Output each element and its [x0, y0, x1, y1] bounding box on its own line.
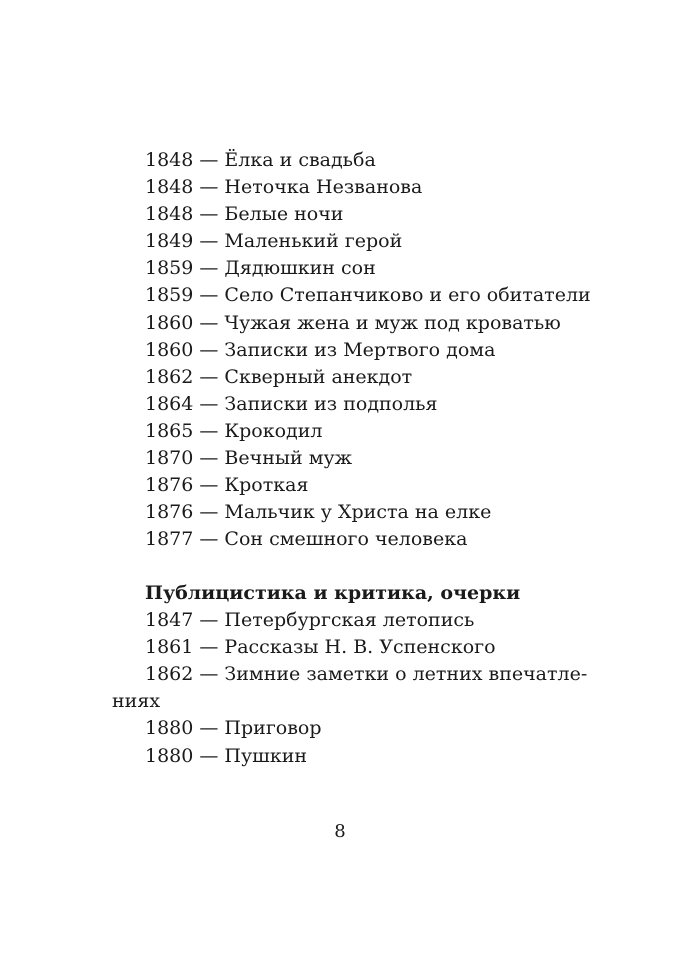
list-item [112, 607, 572, 634]
list-item [112, 337, 572, 364]
work-entry: 1848 — Белые ночи [145, 203, 344, 226]
work-entry: 1864 — Записки из подполья [145, 392, 438, 415]
list-item [112, 391, 572, 418]
work-entry: 1861 — Рассказы Н. В. Успенского [145, 636, 496, 659]
list-item [112, 499, 572, 526]
list-item [112, 715, 572, 742]
work-entry: 1847 — Петербургская летопись [145, 609, 475, 632]
work-entry: 1859 — Село Степанчиково и его обитатели [145, 284, 591, 307]
journalism-list [112, 580, 588, 770]
page-number: 8 [334, 821, 346, 842]
work-entry: 1877 — Сон смешного человека [145, 528, 468, 551]
works-list [112, 147, 591, 553]
work-entry: 1870 — Вечный муж [145, 447, 353, 470]
list-item [112, 472, 572, 499]
work-entry: 1859 — Дядюшкин сон [145, 257, 376, 280]
list-item [112, 174, 572, 201]
list-item [112, 418, 572, 445]
work-entry: 1876 — Мальчик у Христа на елке [145, 501, 492, 524]
work-entry: 1865 — Крокодил [145, 419, 323, 442]
list-item-wrapped [112, 661, 588, 715]
list-item [112, 743, 572, 770]
list-item [112, 634, 572, 661]
list-item [112, 526, 572, 553]
work-entry: 1848 — Ёлка и свадьба [145, 149, 376, 171]
list-item [112, 201, 572, 228]
work-entry: 1860 — Чужая жена и муж под кроватью [145, 311, 561, 334]
work-entry: 1849 — Маленький герой [145, 230, 403, 253]
work-entry: 1880 — Пушкин [145, 744, 308, 767]
work-entry: 1848 — Неточка Незванова [145, 176, 423, 199]
list-item [112, 228, 572, 255]
list-item [112, 255, 572, 282]
list-item [112, 147, 572, 174]
work-entry-line1: 1862 — Зимние заметки о летних впечатле- [145, 663, 588, 686]
work-entry-line2: ниях [112, 690, 161, 713]
list-item [112, 364, 572, 391]
list-item [112, 310, 572, 337]
list-item [112, 445, 572, 472]
work-entry: 1860 — Записки из Мертвого дома [145, 338, 496, 361]
section-heading: Публицистика и критика, очерки [145, 582, 521, 604]
work-entry: 1880 — Приговор [145, 717, 322, 740]
work-entry: 1876 — Кроткая [145, 474, 309, 497]
work-entry: 1862 — Скверный анекдот [145, 365, 413, 388]
list-item [112, 282, 591, 309]
